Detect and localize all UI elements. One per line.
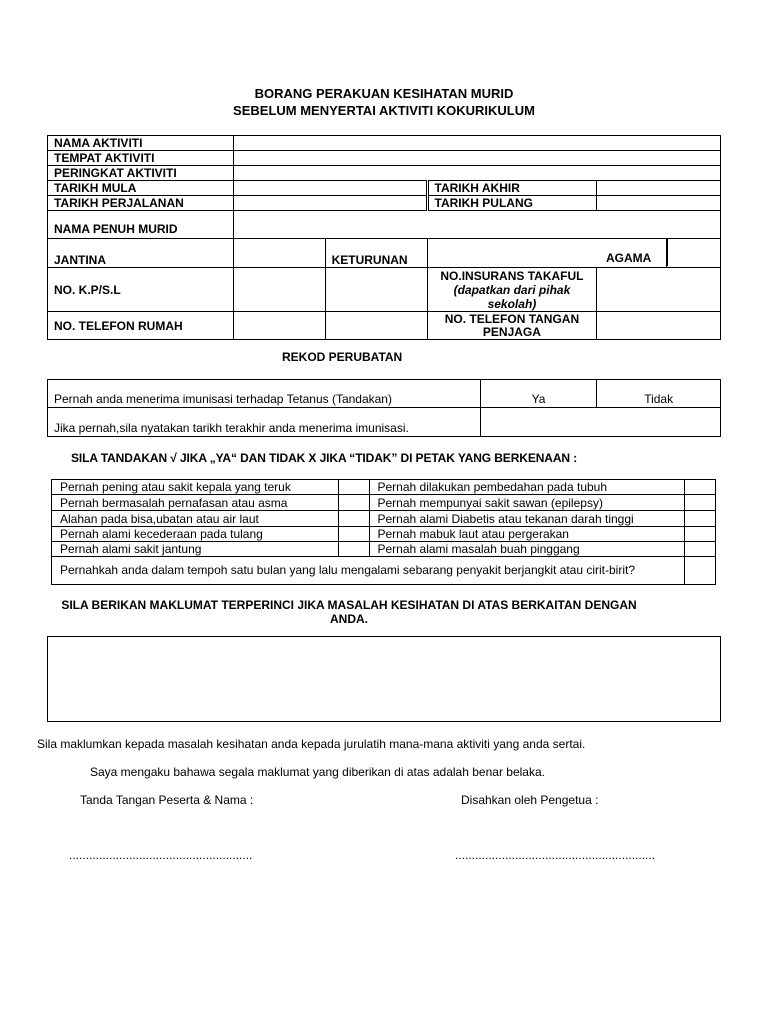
condition-right-5: Pernah alami masalah buah pinggang: [369, 542, 685, 557]
form-subtitle: SEBELUM MENYERTAI AKTIVITI KOKURIKULUM: [233, 103, 535, 118]
checkbox-right-4[interactable]: [685, 527, 716, 542]
label-no-telefon-penjaga: NO. TELEFON TANGAN PENJAGA: [427, 312, 597, 340]
field-no-telefon-penjaga[interactable]: [597, 312, 721, 340]
medical-ya-box[interactable]: [480, 380, 597, 408]
declaration-text: Saya mengaku bahawa segala maklumat yang diberikan di atas adalah benar belaka.: [90, 765, 545, 779]
medical-q1: Pernah anda menerima imunisasi terhadap Tetanus (Tandakan): [48, 380, 481, 408]
field-tarikh-pulang[interactable]: [597, 196, 721, 211]
field-peringkat-aktiviti[interactable]: [233, 166, 720, 181]
label-tempat-aktiviti: TEMPAT AKTIVITI: [48, 151, 234, 166]
label-tarikh-akhir: TARIKH AKHIR: [427, 181, 597, 196]
label-keturunan: KETURUNAN: [325, 239, 427, 268]
agama-divider: [667, 238, 668, 266]
condition-right-2: Pernah mempunyai sakit sawan (epilepsy): [369, 495, 685, 511]
field-jantina[interactable]: [233, 239, 325, 268]
checkbox-left-1[interactable]: [338, 480, 369, 495]
medical-table: [47, 379, 721, 437]
field-tarikh-mula[interactable]: [233, 181, 427, 196]
agama-cell: [667, 239, 721, 268]
details-heading-line1: SILA BERIKAN MAKLUMAT TERPERINCI JIKA MASALAH KESIHATAN DI ATAS BERKAITAN DENGAN: [61, 598, 637, 612]
label-no-insurans: [427, 268, 597, 312]
field-no-kp-2[interactable]: [325, 268, 427, 312]
condition-left-5: Pernah alami sakit jantung: [52, 542, 339, 557]
field-tarikh-perjalanan[interactable]: [233, 196, 427, 211]
signature-pengetua-label: Disahkan oleh Pengetua :: [461, 793, 599, 807]
field-no-insurans[interactable]: [597, 268, 721, 312]
student-info-table: [47, 135, 721, 340]
label-jantina: JANTINA: [48, 239, 234, 268]
instruction-text: SILA TANDAKAN √ JIKA „YA“ DAN TIDAK X JIKA “TIDAK” DI PETAK YANG BERKENAAN :: [71, 451, 578, 465]
label-nama-penuh: NAMA PENUH MURID: [48, 211, 234, 239]
label-tarikh-perjalanan: TARIKH PERJALANAN: [48, 196, 234, 211]
details-heading-line2: ANDA.: [330, 612, 368, 626]
label-no-insurans-text: NO.INSURANS TAKAFUL: [440, 268, 584, 283]
condition-right-1: Pernah dilakukan pembedahan pada tubuh: [369, 480, 685, 495]
condition-left-2: Pernah bermasalah pernafasan atau asma: [52, 495, 339, 511]
field-nama-penuh[interactable]: [233, 211, 720, 239]
field-no-telefon-rumah[interactable]: [233, 312, 325, 340]
condition-left-4: Pernah alami kecederaan pada tulang: [52, 527, 339, 542]
checkbox-left-4[interactable]: [338, 527, 369, 542]
field-tarikh-akhir[interactable]: [597, 181, 721, 196]
medical-q2: Jika pernah,sila nyatakan tarikh terakhir anda menerima imunisasi.: [48, 408, 481, 437]
label-peringkat-aktiviti: PERINGKAT AKTIVITI: [48, 166, 234, 181]
label-agama: AGAMA: [606, 251, 652, 265]
field-imunisasi-date[interactable]: [480, 408, 720, 437]
details-textbox[interactable]: [47, 636, 721, 722]
condition-right-3: Pernah alami Diabetis atau tekanan darah tinggi: [369, 511, 685, 527]
condition-right-4: Pernah mabuk laut atau pergerakan: [369, 527, 685, 542]
field-nama-aktiviti[interactable]: [233, 136, 720, 151]
label-nama-aktiviti: NAMA AKTIVITI: [48, 136, 234, 151]
medical-tidak-label: Tidak: [644, 392, 674, 406]
checkbox-left-3[interactable]: [338, 511, 369, 527]
checkbox-left-2[interactable]: [338, 495, 369, 511]
label-tarikh-pulang: TARIKH PULANG: [427, 196, 597, 211]
condition-left-3: Alahan pada bisa,ubatan atau air laut: [52, 511, 339, 527]
condition-left-1: Pernah pening atau sakit kepala yang teruk: [52, 480, 339, 495]
checkbox-right-3[interactable]: [685, 511, 716, 527]
medical-ya-label: Ya: [531, 392, 546, 406]
form-title: BORANG PERAKUAN KESIHATAN MURID: [254, 86, 514, 101]
checkbox-right-2[interactable]: [685, 495, 716, 511]
field-no-telefon-rumah-2[interactable]: [325, 312, 427, 340]
checkbox-left-5[interactable]: [338, 542, 369, 557]
condition-last: Pernahkah anda dalam tempoh satu bulan yang lalu mengalami sebarang penyakit berjangkit atau cirit-birit?: [52, 557, 685, 585]
label-no-insurans-note: (dapatkan dari pihak sekolah): [453, 282, 571, 311]
medical-heading: REKOD PERUBATAN: [282, 350, 403, 364]
field-tempat-aktiviti[interactable]: [233, 151, 720, 166]
label-no-kp: NO. K.P/S.L: [48, 268, 234, 312]
notice-text: Sila maklumkan kepada masalah kesihatan anda kepada jurulatih mana-mana aktiviti yang anda sertai.: [37, 737, 586, 751]
label-no-telefon-rumah: NO. TELEFON RUMAH: [48, 312, 234, 340]
signature-peserta-label: Tanda Tangan Peserta & Nama :: [80, 793, 254, 807]
signature-pengetua-line[interactable]: ............................................................: [455, 848, 656, 862]
label-tarikh-mula: TARIKH MULA: [48, 181, 234, 196]
checkbox-right-1[interactable]: [685, 480, 716, 495]
signature-peserta-line[interactable]: .......................................................: [69, 848, 253, 862]
checkbox-right-5[interactable]: [685, 542, 716, 557]
checkbox-last[interactable]: [685, 557, 716, 585]
field-no-kp[interactable]: [233, 268, 325, 312]
conditions-table: [51, 479, 716, 585]
medical-tidak-box[interactable]: [597, 380, 721, 408]
